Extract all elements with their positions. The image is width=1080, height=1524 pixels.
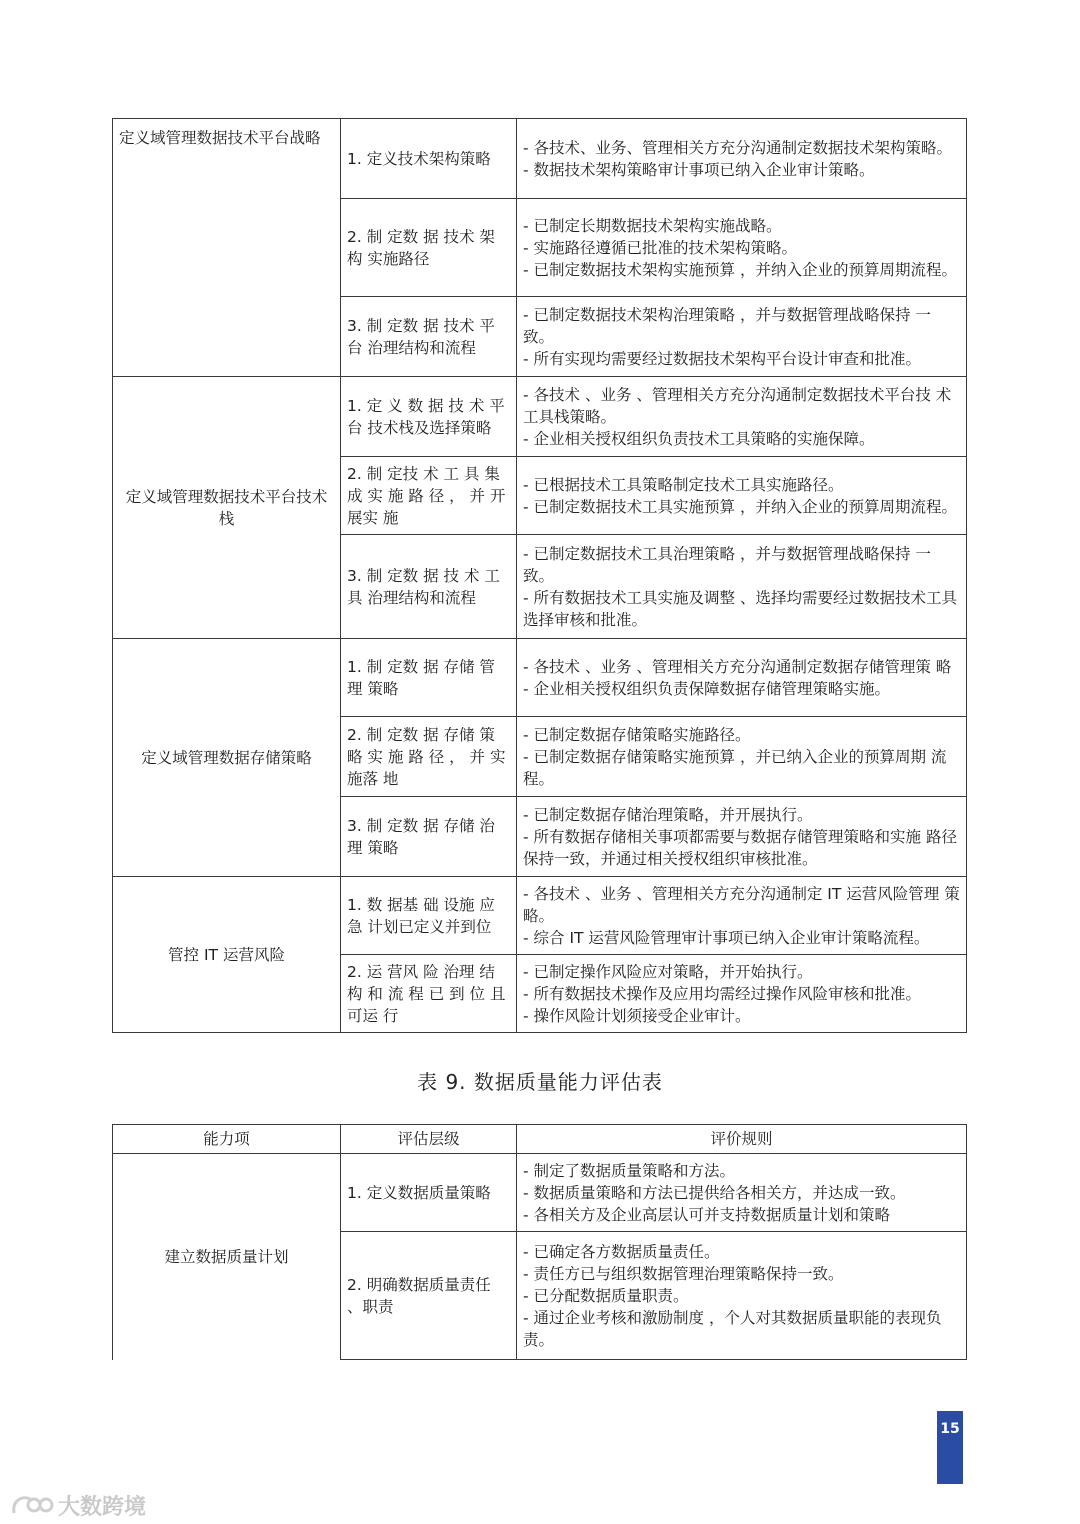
- ability-cell: 定义域管理数据技术平台战略: [113, 119, 341, 377]
- rule-line: - 已制定数据技术工具实施预算 ，并纳入企业的预算周期流程。: [523, 497, 957, 516]
- rule-line: - 已制定操作风险应对策略，并开始执行。: [523, 962, 813, 981]
- level-cell: 3. 制 定数 据 存储 治 理 策略: [341, 797, 517, 877]
- rule-line: - 制定了数据质量策略和方法。: [523, 1161, 736, 1180]
- rule-line: - 所有数据技术操作及应用均需经过操作风险审核和批准。: [523, 984, 922, 1003]
- rule-line: - 通过企业考核和激励制度 ，个人对其数据质量职能的表现负责。: [523, 1308, 942, 1349]
- ability-cell: 定义域管理数据存储策略: [113, 639, 341, 877]
- rule-cell: [517, 1232, 967, 1360]
- rule-cell: [517, 797, 967, 877]
- table-caption: 表 9. 数据质量能力评估表: [417, 1070, 663, 1094]
- rule-line: - 已制定数据存储治理策略，并开展执行。: [523, 805, 813, 824]
- rule-line: - 已制定数据存储策略实施路径。: [523, 725, 751, 744]
- level-cell: 2. 运 营风 险 治理 结 构 和 流 程 已 到 位 且 可运 行: [341, 955, 517, 1033]
- table-row: [113, 877, 967, 955]
- rule-line: - 操作风险计划须接受企业审计。: [523, 1006, 751, 1025]
- ability-cell: 定义域管理数据技术平台技术栈: [113, 377, 341, 639]
- rule-line: - 数据技术架构策略审计事项已纳入企业审计策略。: [523, 160, 875, 179]
- rule-cell: [517, 717, 967, 797]
- level-cell: 3. 制 定数 据 技术 平 台 治理结构和流程: [341, 297, 517, 377]
- rule-line: - 各技术 、业务 、管理相关方充分沟通制定 IT 运营风险管理 策略。: [523, 884, 960, 925]
- header-level: 评估层级: [341, 1125, 517, 1154]
- rule-line: - 已制定数据技术架构实施预算 ，并纳入企业的预算周期流程。: [523, 260, 957, 279]
- watermark-text: 大数跨境: [58, 1494, 147, 1520]
- level-cell: 1. 定义数据质量策略: [341, 1154, 517, 1232]
- header-ability: 能力项: [113, 1125, 341, 1154]
- level-cell: 2. 明确数据质量责任 、职责: [341, 1232, 517, 1360]
- level-cell: 1. 定义技术架构策略: [341, 119, 517, 199]
- rule-line: - 已确定各方数据质量责任。: [523, 1242, 720, 1261]
- header-rule: 评价规则: [517, 1125, 967, 1154]
- rule-cell: [517, 639, 967, 717]
- level-cell: 1. 数 据基 础 设施 应 急 计划已定义并到位: [341, 877, 517, 955]
- rule-cell: [517, 1154, 967, 1232]
- rule-line: - 各技术 、业务 、管理相关方充分沟通制定数据技术平台技 术工具栈策略。: [523, 385, 952, 426]
- rule-line: - 企业相关授权组织负责技术工具策略的实施保障。: [523, 429, 875, 448]
- rule-line: - 各相关方及企业高层认可并支持数据质量计划和策略: [523, 1205, 891, 1224]
- ability-cell: 建立数据质量计划: [113, 1154, 341, 1360]
- watermark-logo-icon: [10, 1491, 54, 1519]
- rule-line: - 已制定数据存储策略实施预算 ，并已纳入企业的预算周期 流程。: [523, 747, 947, 788]
- rule-cell: [517, 377, 967, 457]
- rule-line: - 各技术、业务、管理相关方充分沟通制定数据技术架构策略。: [523, 138, 953, 157]
- rule-line: - 各技术 、业务 、管理相关方充分沟通制定数据存储管理策 略: [523, 657, 952, 676]
- rule-cell: [517, 877, 967, 955]
- rule-line: - 实施路径遵循已批准的技术架构策略。: [523, 238, 798, 257]
- rule-line: - 已分配数据质量职责。: [523, 1286, 689, 1305]
- rule-cell: [517, 119, 967, 199]
- rule-cell: [517, 199, 967, 297]
- rule-line: - 责任方已与组织数据管理治理策略保持一致。: [523, 1264, 844, 1283]
- table-row: [113, 639, 967, 717]
- rule-cell: [517, 297, 967, 377]
- rule-line: - 综合 IT 运营风险管理审计事项已纳入企业审计策略流程。: [523, 928, 930, 947]
- rule-line: - 企业相关授权组织负责保障数据存储管理策略实施。: [523, 679, 891, 698]
- page-number: 15: [937, 1411, 963, 1484]
- table-row: [113, 377, 967, 457]
- table-row: [113, 1154, 967, 1232]
- rule-line: - 所有实现均需要经过数据技术架构平台设计审查和批准。: [523, 349, 922, 368]
- level-cell: 1. 定 义 数 据 技 术 平 台 技术栈及选择策略: [341, 377, 517, 457]
- rule-cell: [517, 535, 967, 639]
- table-header-row: [113, 1125, 967, 1154]
- rule-line: - 已制定长期数据技术架构实施战略。: [523, 216, 782, 235]
- rule-cell: [517, 457, 967, 535]
- capability-table-continued: [112, 118, 967, 1033]
- rule-line: - 所有数据技术工具实施及调整 、选择均需要经过数据技术工具选择审核和批准。: [523, 588, 957, 629]
- rule-line: - 已根据技术工具策略制定技术工具实施路径。: [523, 475, 844, 494]
- rule-line: - 所有数据存储相关事项都需要与数据存储管理策略和实施 路径保持一致，并通过相关授权组织审核批准。: [523, 827, 957, 868]
- rule-line: - 已制定数据技术工具治理策略 ，并与数据管理战略保持 一 致。: [523, 544, 931, 585]
- level-cell: 1. 制 定数 据 存储 管 理 策略: [341, 639, 517, 717]
- level-cell: 2. 制 定数 据 存储 策 略 实 施 路 径 ， 并 实 施落 地: [341, 717, 517, 797]
- data-quality-table: [112, 1124, 967, 1360]
- rule-line: - 已制定数据技术架构治理策略 ，并与数据管理战略保持 一 致。: [523, 305, 931, 346]
- rule-cell: [517, 955, 967, 1033]
- ability-cell: 管控 IT 运营风险: [113, 877, 341, 1033]
- level-cell: 2. 制 定数 据 技术 架 构 实施路径: [341, 199, 517, 297]
- table-row: [113, 119, 967, 199]
- level-cell: 3. 制 定数 据 技 术 工 具 治理结构和流程: [341, 535, 517, 639]
- rule-line: - 数据质量策略和方法已提供给各相关方，并达成一致。: [523, 1183, 906, 1202]
- watermark: [10, 1487, 146, 1523]
- level-cell: 2. 制 定技 术 工 具 集 成 实 施 路 径 ， 并 开 展实 施: [341, 457, 517, 535]
